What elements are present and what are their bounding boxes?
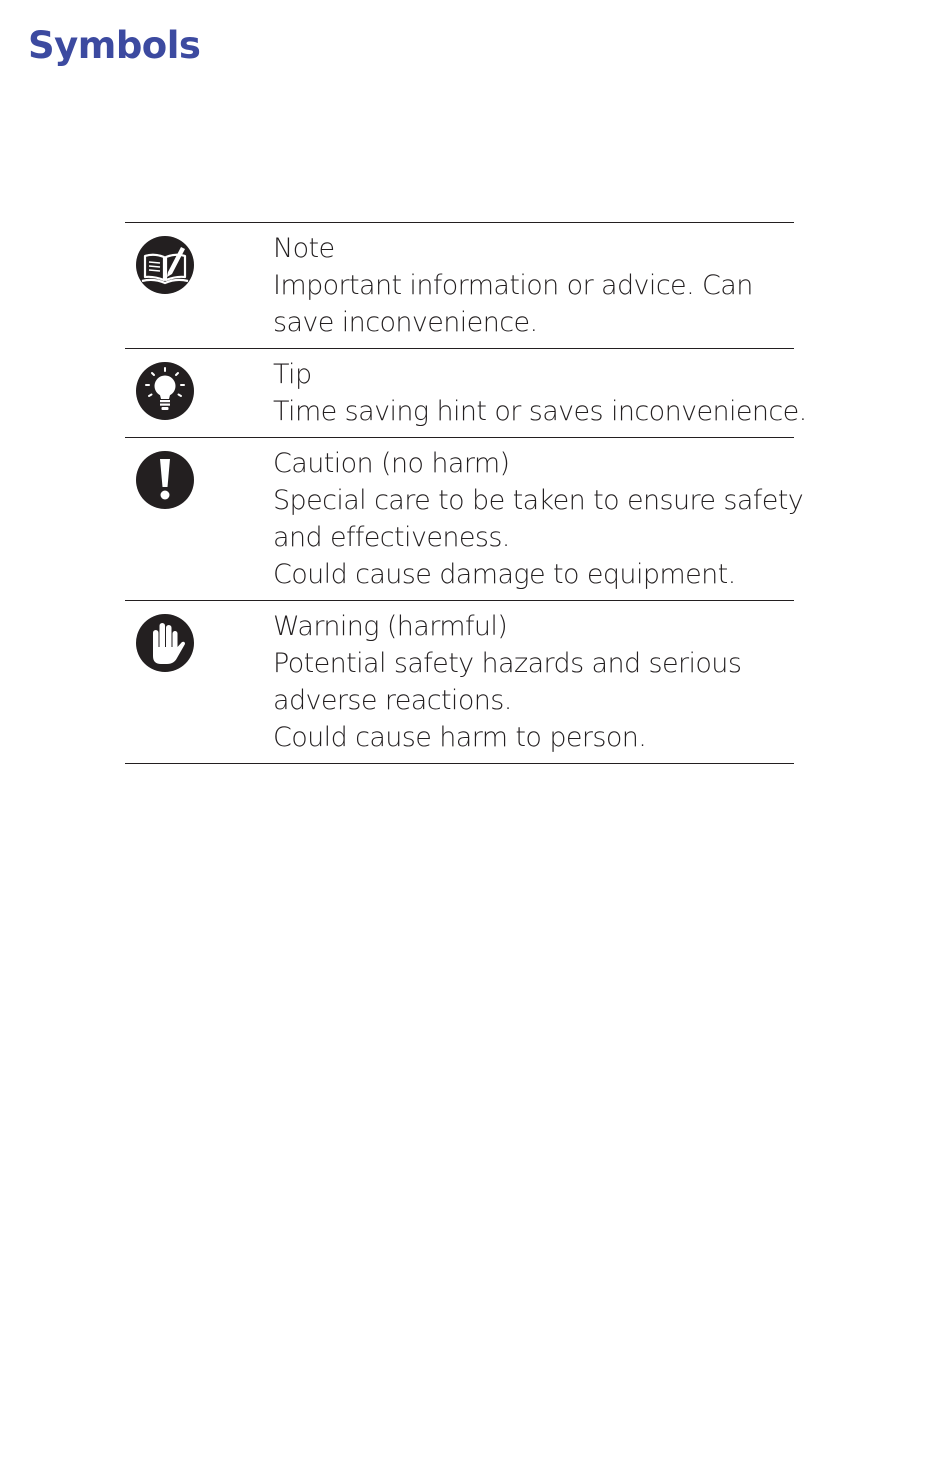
- symbol-description-line: Time saving hint or saves inconvenience.: [273, 396, 807, 427]
- page-title: Symbols: [28, 24, 201, 67]
- symbol-row-warning: [125, 601, 794, 764]
- symbol-description-line: Special care to be taken to ensure safety: [273, 485, 804, 516]
- book-note-icon: [135, 235, 195, 295]
- symbol-description-line: Important information or advice. Can: [273, 270, 753, 301]
- symbol-description-line: Could cause harm to person.: [273, 722, 647, 753]
- hand-stop-warning-icon: [135, 613, 195, 673]
- symbol-description-line: Potential safety hazards and serious: [273, 648, 742, 679]
- symbol-name-note: Note: [273, 233, 335, 264]
- symbols-table: [125, 222, 807, 764]
- symbol-description-line: and effectiveness.: [273, 522, 510, 553]
- lightbulb-icon: [135, 361, 195, 421]
- symbol-row-tip: [125, 349, 807, 438]
- exclamation-caution-icon: [135, 450, 195, 510]
- symbol-name-caution: Caution (no harm): [273, 448, 510, 479]
- symbol-description-line: adverse reactions.: [273, 685, 512, 716]
- symbol-description-line: Could cause damage to equipment.: [273, 559, 736, 590]
- symbol-row-note: [125, 223, 794, 349]
- symbol-name-warning: Warning (harmful): [273, 611, 508, 642]
- symbol-description-line: save inconvenience.: [273, 307, 538, 338]
- symbol-name-tip: Tip: [273, 359, 312, 390]
- symbol-row-caution: [125, 438, 804, 601]
